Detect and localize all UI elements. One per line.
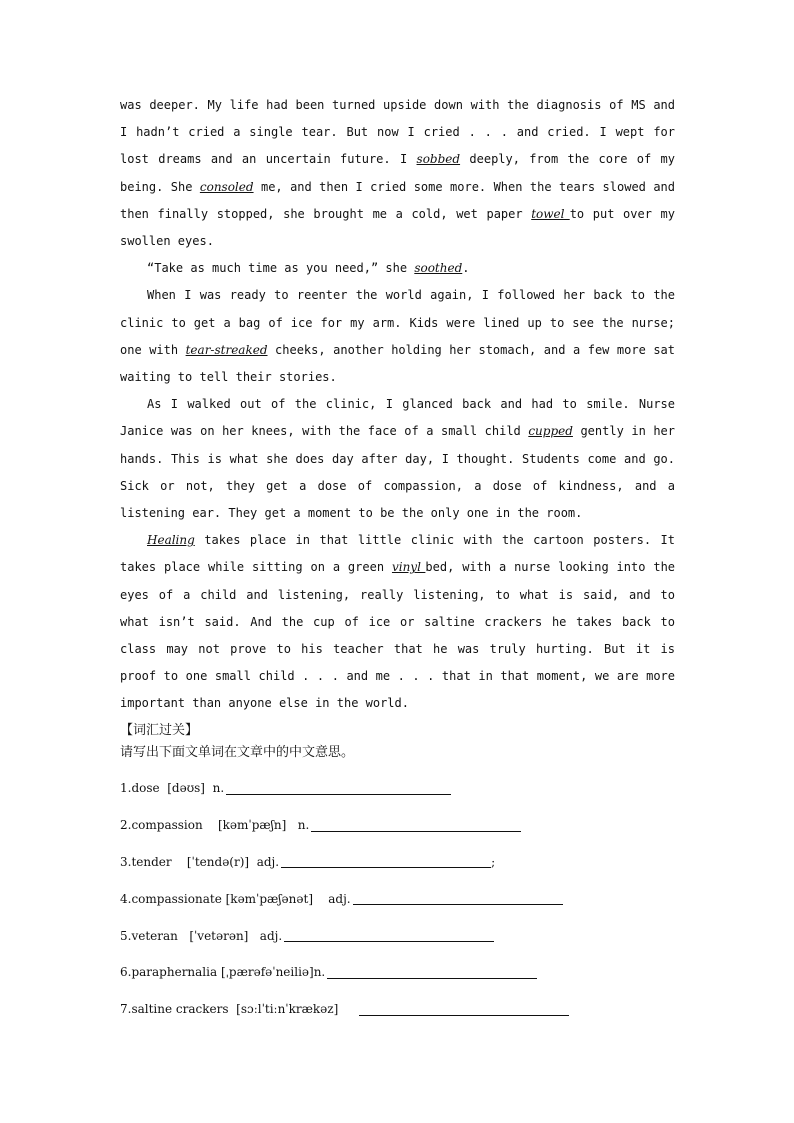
vocabulary-term: 6.paraphernalia [ˌpærəfəˈneiliə]n. <box>120 965 326 980</box>
text-run: cheeks, another holding her stomach, and a few more sat waiting to tell their stories. <box>120 342 675 385</box>
vocabulary-term: 4.compassionate [kəmˈpæʃənət] adj. <box>120 891 351 906</box>
vocabulary-section <box>120 720 720 1028</box>
answer-blank[interactable] <box>311 819 521 832</box>
text-run: As I walked out of the clinic, I glanced back and had to smile. Nurse Janice was on her knees, with the face of a small child <box>120 397 675 439</box>
vocabulary-item <box>120 807 720 844</box>
vocabulary-term: 5.veteran [ˈvetərən] adj. <box>120 928 283 943</box>
answer-blank[interactable] <box>327 966 537 979</box>
text-run: bed, with a nurse looking into the eyes of a child and listening, really listening, to what is said, and to what isn’t said. And the cup of ice or saltine crackers he takes back to class may not prove to his teacher that he was truly hurting. But it is proof to one small child . . . and me . . . that in that moment, we are more important than anyone else in the world. <box>120 560 676 711</box>
underlined-word: towel <box>531 206 570 221</box>
vocabulary-term: 7.saltine crackers [sɔːlˈtiːnˈkrækəz] <box>120 1002 358 1017</box>
underlined-word: cupped <box>528 424 573 439</box>
underlined-word: sobbed <box>416 152 461 167</box>
vocabulary-item <box>120 917 720 954</box>
text-run: . <box>462 261 470 276</box>
answer-blank[interactable] <box>281 855 491 868</box>
underlined-word: consoled <box>199 179 254 194</box>
vocabulary-heading: 【词汇过关】 <box>120 723 199 738</box>
text-run: “Take as much time as you need,” she <box>147 261 415 276</box>
text-run: takes place in that little clinic with the cartoon posters. It takes place while sitting on a green <box>120 533 675 575</box>
answer-blank[interactable] <box>226 782 451 795</box>
punctuation: ; <box>491 854 496 869</box>
answer-blank[interactable] <box>284 929 494 942</box>
story-text <box>120 92 675 718</box>
vocabulary-item <box>120 880 720 917</box>
vocabulary-instruction: 请写出下面文单词在文章中的中文意思。 <box>120 745 355 760</box>
underlined-word: vinyl <box>391 560 426 575</box>
vocabulary-item <box>120 844 720 881</box>
text-run: gently in her hands. This is what she does day after day, I thought. Students come and go. Sick or not, they get a dose of compassion, a dose of kindness, and a listening ear. They get a moment to be the only one in the room. <box>120 424 675 521</box>
text-run: When I was ready to reenter the world again, I followed her back to the clinic to get a bag of ice for my arm. Kids were lined up to see the nurse; one with <box>120 288 675 357</box>
text-run: deeply, from the core of my being. She <box>120 152 676 194</box>
underlined-word: Healing <box>147 533 195 548</box>
vocabulary-item <box>120 770 720 807</box>
paragraph-3 <box>120 282 675 391</box>
paragraph-4 <box>120 391 675 527</box>
answer-blank[interactable] <box>353 892 563 905</box>
vocabulary-list <box>120 770 720 1028</box>
text-run: me, and then I cried some more. When the tears slowed and then finally stopped, she brought me a cold, wet paper <box>120 179 675 221</box>
paragraph-5 <box>120 527 675 717</box>
answer-blank[interactable] <box>359 1003 569 1016</box>
vocabulary-item <box>120 954 720 991</box>
text-run: to put over my swollen eyes. <box>120 206 675 249</box>
text-run: was deeper. My life had been turned upside down with the diagnosis of MS and I hadn’t cried a single tear. But now I cried . . . and cried. I wept for lost dreams and an uncertain future. I <box>120 98 675 167</box>
underlined-word: soothed <box>414 261 463 276</box>
underlined-word: tear-streaked <box>185 342 268 357</box>
vocabulary-term: 2.compassion [kəmˈpæʃn] n. <box>120 818 310 833</box>
vocabulary-item <box>120 991 720 1028</box>
vocabulary-term: 3.tender [ˈtendə(r)] adj. <box>120 854 280 869</box>
vocabulary-term: 1.dose [dəʊs] n. <box>120 781 225 796</box>
paragraph-1 <box>120 92 675 255</box>
paragraph-2 <box>120 255 675 282</box>
